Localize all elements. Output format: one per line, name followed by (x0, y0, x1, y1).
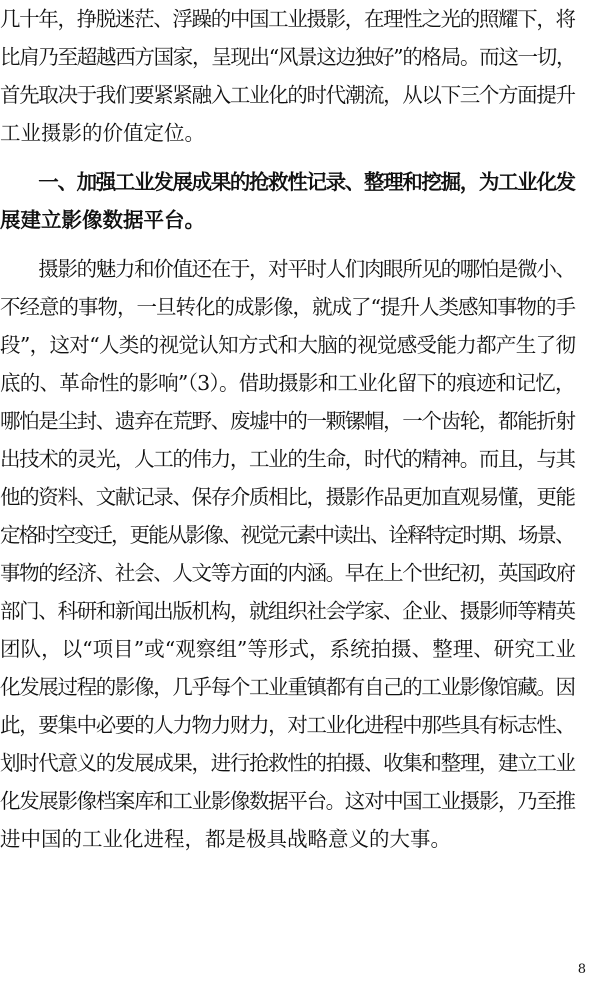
paragraph-line: 比肩乃至超越西方国家，呈现出“风景这边独好”的格局。而这一切， (0, 45, 576, 69)
section-heading-line: 一、加强工业发展成果的抢救性记录、整理和挖掘，为工业化发 (0, 170, 575, 194)
page-number: 8 (577, 962, 586, 977)
paragraph-line: 进中国的工业化进程，都是极具战略意义的大事。 (0, 827, 451, 851)
paragraph-line: 划时代意义的发展成果，进行抢救性的拍摄、收集和整理，建立工业 (0, 751, 575, 775)
paragraph-line: 化发展影像档案库和工业影像数据平台。这对中国工业摄影，乃至推 (0, 789, 575, 813)
paragraph-line: 部门、科研和新闻出版机构，就组织社会学家、企业、摄影师等精英 (0, 599, 575, 623)
paragraph-line: 工业摄影的价值定位。 (0, 121, 205, 145)
paragraph-line: 段”，这对“人类的视觉认知方式和大脑的视觉感受能力都产生了彻 (0, 333, 576, 357)
paragraph-line: 事物的经济、社会、人文等方面的内涵。早在上个世纪初，英国政府 (0, 561, 575, 585)
paragraph-line: 此，要集中必要的人力物力财力，对工业化进程中那些具有标志性、 (0, 713, 575, 737)
paragraph-line: 化发展过程的影像，几乎每个工业重镇都有自己的工业影像馆藏。因 (0, 675, 575, 699)
paragraph-line: 首先取决于我们要紧紧融入工业化的时代潮流，从以下三个方面提升 (0, 83, 575, 107)
paragraph-line: 摄影的魅力和价值还在于，对平时人们肉眼所见的哪怕是微小、 (0, 257, 575, 281)
paragraph-line: 几十年，挣脱迷茫、浮躁的中国工业摄影，在理性之光的照耀下，将 (0, 7, 575, 31)
paragraph-line: 团队，以“项目”或“观察组”等形式，系统拍摄、整理、研究工业 (0, 637, 576, 661)
paragraph-line: 定格时空变迁，更能从影像、视觉元素中读出、诠释特定时期、场景、 (0, 523, 574, 547)
paragraph-line: 他的资料、文献记录、保存介质相比，摄影作品更加直观易懂，更能 (0, 485, 575, 509)
paragraph-line: 底的、革命性的影响”（3）。借助摄影和工业化留下的痕迹和记忆， (0, 371, 575, 395)
paragraph-line: 不经意的事物，一旦转化的成影像，就成了“提升人类感知事物的手 (0, 295, 575, 319)
paragraph-line: 哪怕是尘封、遗弃在荒野、废墟中的一颗镙帽，一个齿轮，都能折射 (0, 409, 575, 433)
paragraph-line: 出技术的灵光，人工的伟力，工业的生命，时代的精神。而且，与其 (0, 447, 575, 471)
section-heading-line: 展建立影像数据平台。 (0, 208, 205, 232)
